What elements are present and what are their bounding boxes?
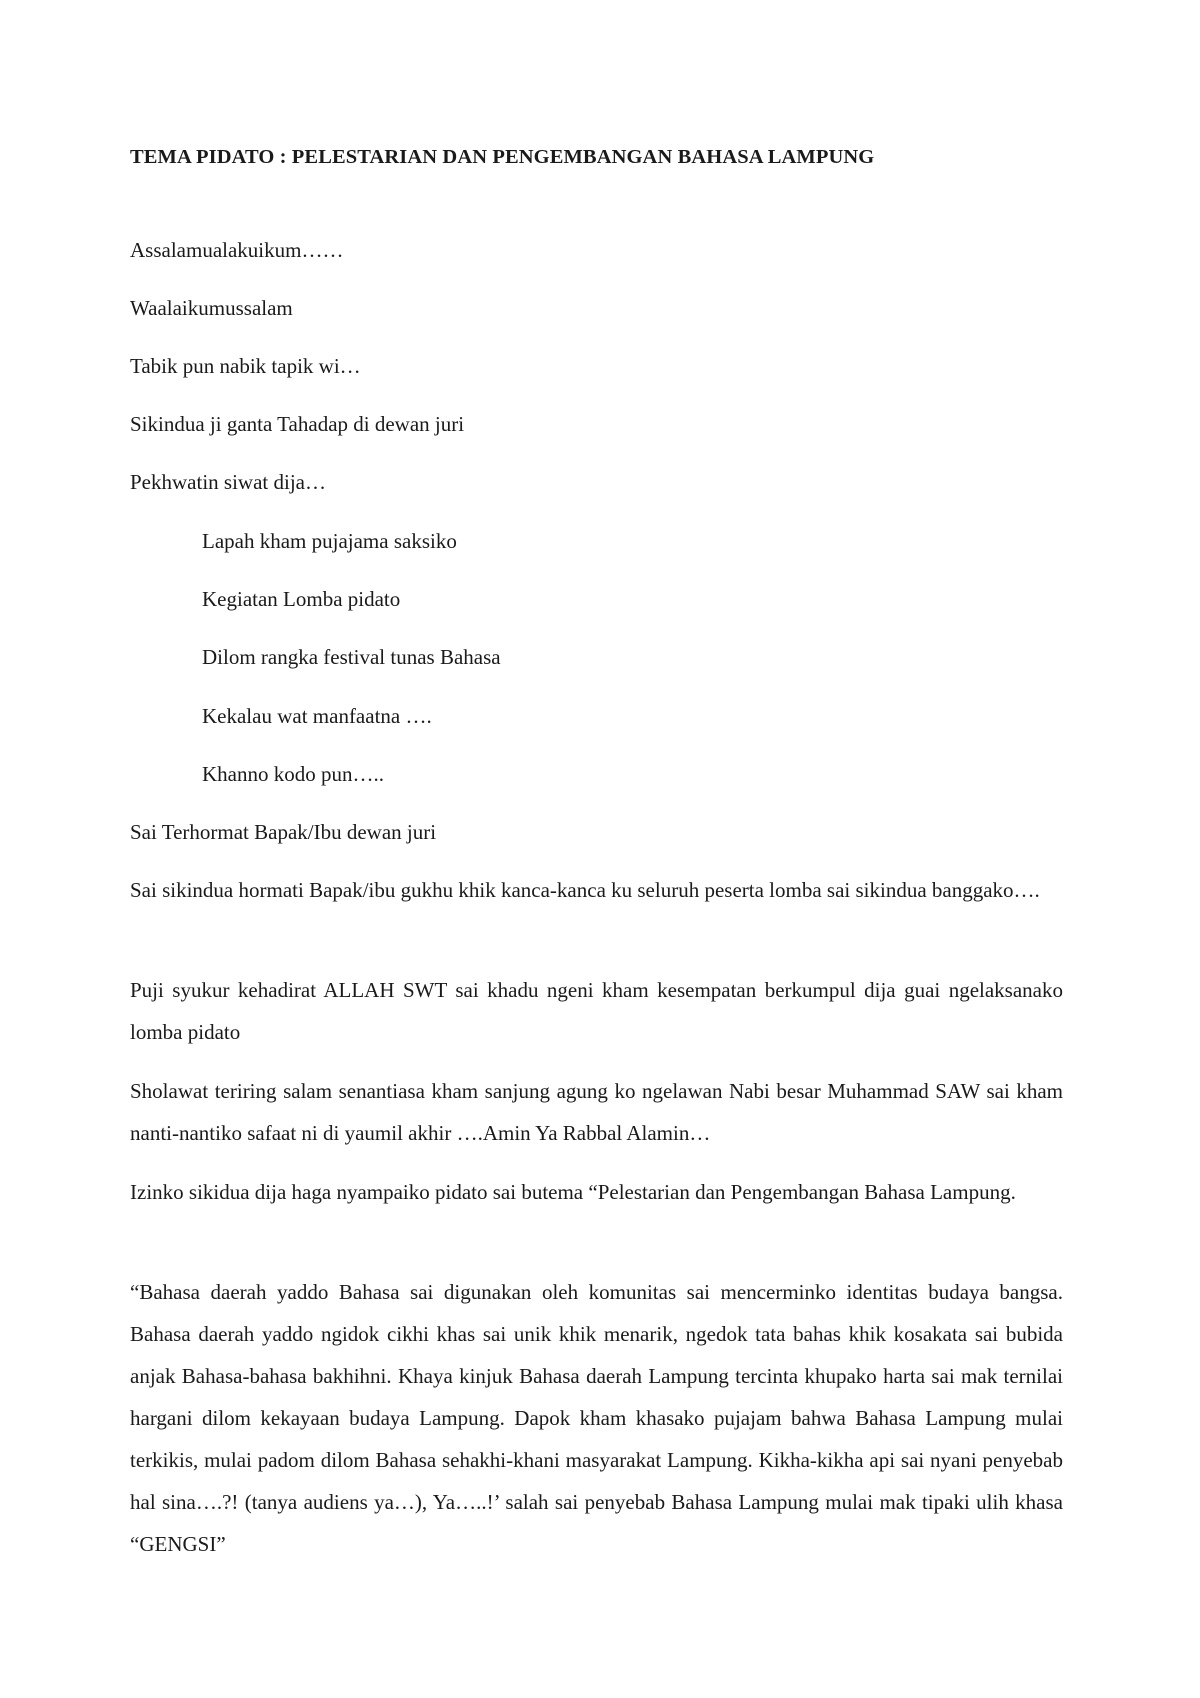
paragraph: Sholawat teriring salam senantiasa kham sanjung agung ko ngelawan Nabi besar Muhammad SAW sai kham nanti-nantiko safaat ni di yaumil akhir ….Amin Ya Rabbal Alamin… (130, 1079, 1063, 1145)
indented-line: Kekalau wat manfaatna …. (202, 704, 432, 728)
page-title: TEMA PIDATO : PELESTARIAN DAN PENGEMBANGAN BAHASA LAMPUNG (130, 146, 875, 168)
greeting-line: Sikindua ji ganta Tahadap di dewan juri (130, 412, 465, 436)
greeting-line: Waalaikumussalam (130, 296, 293, 320)
paragraph: Puji syukur kehadirat ALLAH SWT sai khadu ngeni kham kesempatan berkumpul dija guai ngelaksanako lomba pidato (130, 978, 1063, 1044)
greeting-line: Tabik pun nabik tapik wi… (130, 354, 361, 378)
indented-line: Dilom rangka festival tunas Bahasa (202, 645, 501, 669)
paragraph: Sai sikindua hormati Bapak/ibu gukhu khik kanca-kanca ku seluruh peserta lomba sai sikindua banggako…. (130, 878, 1040, 902)
respect-line: Sai Terhormat Bapak/Ibu dewan juri (130, 820, 437, 844)
paragraph: “Bahasa daerah yaddo Bahasa sai digunakan oleh komunitas sai mencerminko identitas budaya bangsa. Bahasa daerah yaddo ngidok cikhi khas sai unik khik menarik, ngedok tata bahas khik kosakata sai bubida anjak Bahasa-bahasa bakhihni. Khaya kinjuk Bahasa daerah Lampung tercinta khupako harta sai mak ternilai hargani dilom kekayaan budaya Lampung. Dapok kham khasako pujajam bahwa Bahasa Lampung mulai terkikis, mulai padom dilom Bahasa sehakhi-khani masyarakat Lampung. Kikha-kikha api sai nyani penyebab hal sina….?! (tanya audiens ya…), Ya…..!’ salah sai penyebab Bahasa Lampung mulai mak tipaki ulih khasa “GENGSI” (130, 1280, 1063, 1556)
paragraph: Izinko sikidua dija haga nyampaiko pidato sai butema “Pelestarian dan Pengembangan Bahasa Lampung. (130, 1180, 1016, 1204)
indented-line: Kegiatan Lomba pidato (202, 587, 401, 611)
greeting-line: Assalamualakuikum…… (130, 238, 344, 262)
indented-line: Lapah kham pujajama saksiko (202, 529, 457, 553)
greeting-line: Pekhwatin siwat dija… (130, 470, 326, 494)
indented-line: Khanno kodo pun….. (202, 762, 384, 786)
